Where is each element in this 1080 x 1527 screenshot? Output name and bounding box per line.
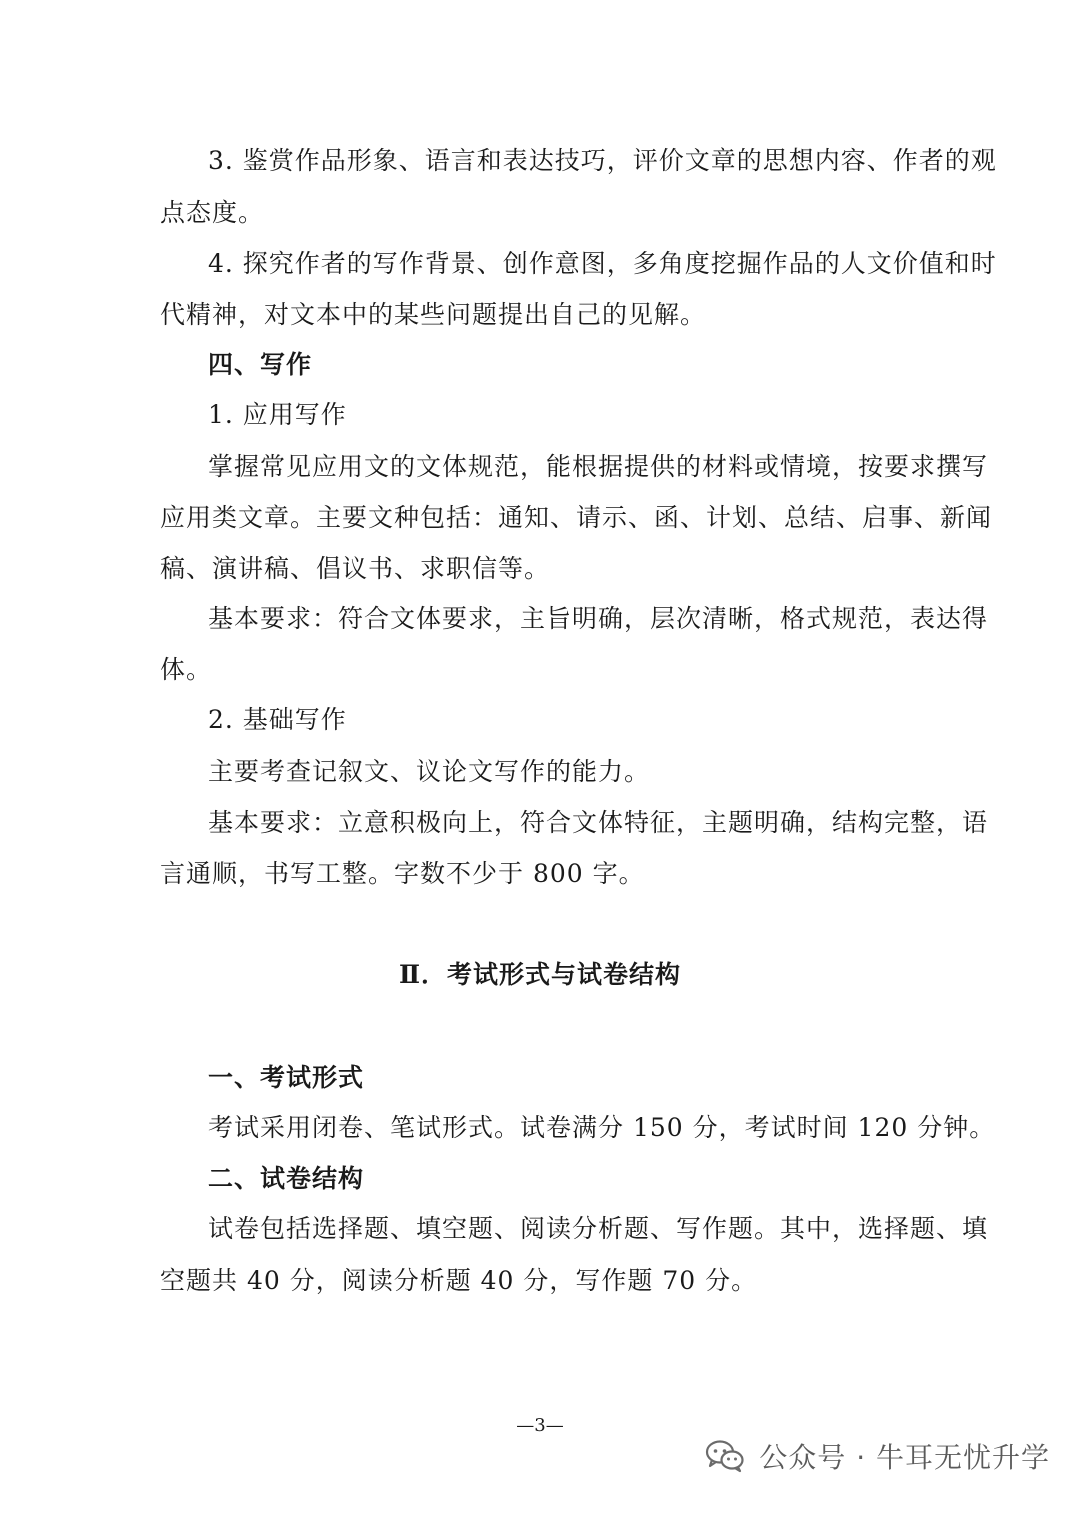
- paragraph-line: 试卷包括选择题、填空题、阅读分析题、写作题。其中，选择题、填: [208, 1214, 989, 1243]
- part-title: Ⅱ．考试形式与试卷结构: [398, 960, 682, 989]
- paragraph-line: 代精神，对文本中的某些问题提出自己的见解。: [160, 300, 707, 329]
- page-number: —3—: [516, 1415, 564, 1436]
- paragraph-line: 稿、演讲稿、倡议书、求职信等。: [160, 554, 551, 583]
- section-heading: 一、考试形式: [208, 1063, 365, 1092]
- paragraph-line: 空题共 40 分，阅读分析题 40 分，写作题 70 分。: [160, 1266, 758, 1295]
- paragraph-line: 4. 探究作者的写作背景、创作意图，多角度挖掘作品的人文价值和时: [208, 249, 997, 278]
- paragraph-line: 主要考查记叙文、议论文写作的能力。: [208, 757, 651, 786]
- subsection-heading: 1. 应用写作: [208, 400, 347, 429]
- section-heading: 四、写作: [208, 350, 313, 379]
- watermark: [705, 1436, 1050, 1476]
- paragraph-line: 基本要求：符合文体要求，主旨明确，层次清晰，格式规范，表达得: [208, 604, 989, 633]
- paragraph-line: 言通顺，书写工整。字数不少于 800 字。: [160, 859, 645, 888]
- paragraph-line: 体。: [160, 655, 213, 684]
- paragraph-line: 掌握常见应用文的文体规范，能根据提供的材料或情境，按要求撰写: [208, 452, 989, 481]
- paragraph-line: 应用类文章。主要文种包括：通知、请示、函、计划、总结、启事、新闻: [160, 503, 993, 532]
- paragraph-line: 考试采用闭卷、笔试形式。试卷满分 150 分，考试时间 120 分钟。: [208, 1113, 996, 1142]
- paragraph-line: 点态度。: [160, 198, 265, 227]
- section-heading: 二、试卷结构: [208, 1164, 365, 1193]
- subsection-heading: 2. 基础写作: [208, 705, 347, 734]
- paragraph-line: 基本要求：立意积极向上，符合文体特征，主题明确，结构完整，语: [208, 808, 989, 837]
- watermark-text: 公众号 · 牛耳无忧升学: [759, 1441, 1050, 1474]
- paragraph-line: 3. 鉴赏作品形象、语言和表达技巧，评价文章的思想内容、作者的观: [208, 146, 997, 175]
- wechat-icon: [705, 1439, 745, 1473]
